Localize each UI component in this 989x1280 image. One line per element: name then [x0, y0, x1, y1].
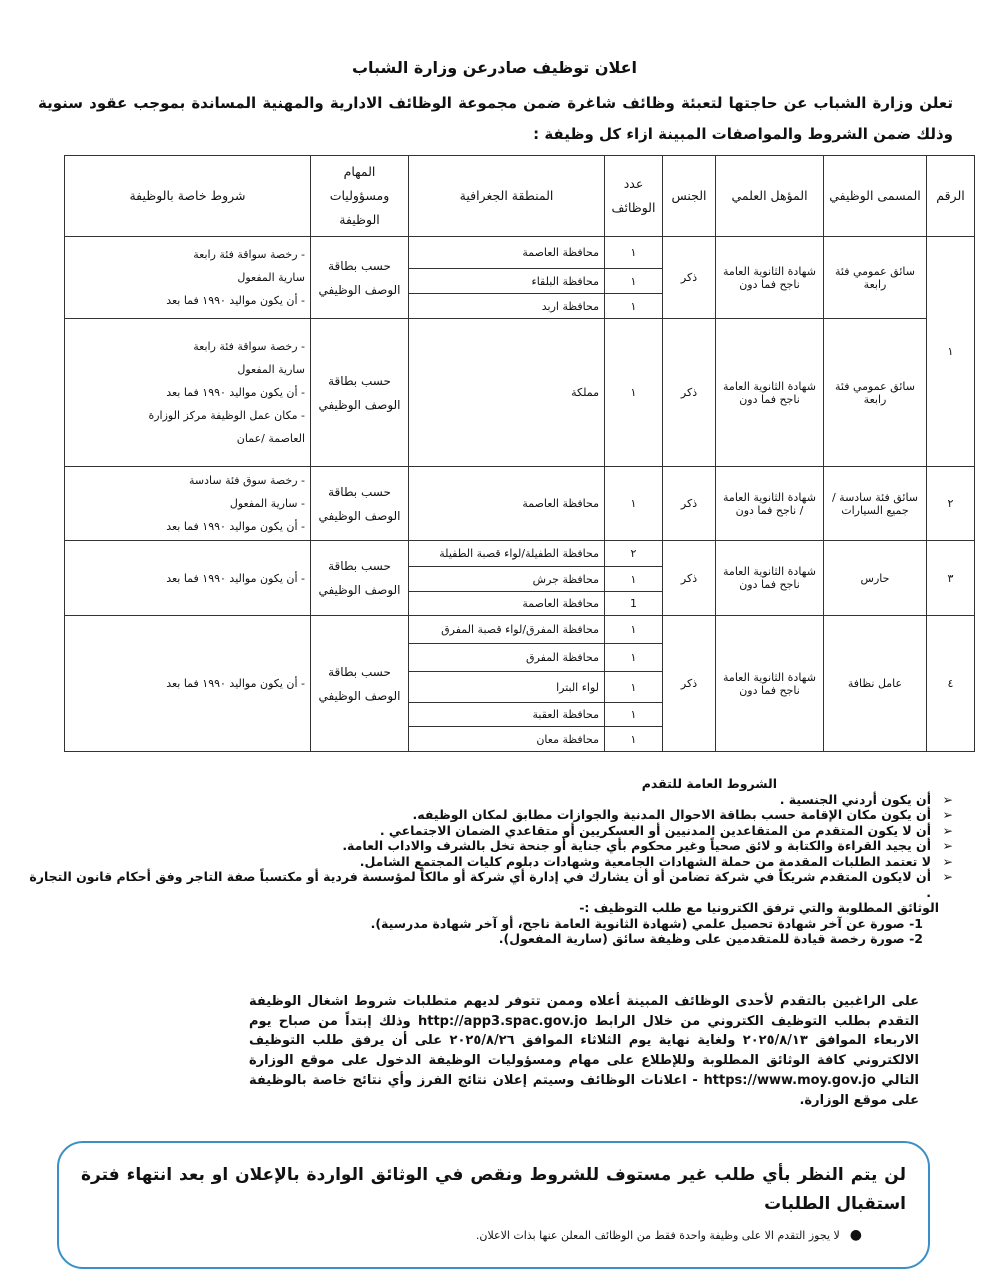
cell-region: محافظة المفرق: [409, 644, 605, 672]
arrow-icon: ➢: [942, 791, 953, 807]
cell-count: ١: [605, 727, 663, 752]
document-item: 1- صورة عن آخر شهادة تحصيل علمي (شهادة الثانوية العامة ناجح، أو آخر شهادة مدرسية).: [370, 915, 923, 931]
header-num: الرقم: [927, 156, 975, 237]
list-item-text: أن يكون أردني الجنسية .: [779, 791, 931, 807]
condition-line: - أن يكون مواليد ١٩٩٠ فما بعد: [166, 386, 305, 399]
cell-region: محافظة جرش: [409, 567, 605, 592]
application-instructions: على الراغبين بالتقدم لأحدى الوظائف المبينة أعلاه وممن تتوفر لديهم متطلبات شروط اشغال الوظيفة التقدم بطلب التوظيف الكتروني من خلال الرابط http://app3.spac.gov.jo وذلك إبتداً من صباح يوم الاربعاء الموافق ٢٠٢٥/٨/١٣ ولغاية نهاية يوم الثلاثاء الموافق ٢٠٢٥/٨/٢٦ على أن يرفق طلب التوظيف الالكتروني كافة الوثائق المطلوبة وللإطلاع على مهام ومسؤوليات الوظيفة الدخول على موقع الوزارة التالي https://www.moy.gov.jo - اعلانات الوظائف وسيتم إعلان نتائج الفرز وأي نتائج خاصة بالوظيفة على موقع الوزارة.: [249, 994, 920, 1108]
cell-region: محافظة العاصمة: [409, 467, 605, 541]
notice-bullet: [81, 1227, 906, 1243]
condition-line: - رخصة سواقة فئة رابعة: [193, 248, 305, 261]
cell-gender: ذكر: [663, 467, 716, 541]
cell-region: محافظة الطفيلة/لواء قصبة الطفيلة: [409, 541, 605, 567]
header-count: عدد الوظائف: [605, 156, 663, 237]
cell-title: سائق عمومي فئة رابعة: [824, 319, 927, 467]
cell-gender: ذكر: [663, 237, 716, 319]
cell-duties: حسب بطاقة الوصف الوظيفي: [311, 319, 409, 467]
arrow-icon: ➢: [942, 838, 953, 853]
list-item-text: أن يكون مكان الإقامة حسب بطاقة الاحوال المدنية والجوازات مطابق لمكان الوظيفه.: [412, 807, 931, 822]
table-row: [65, 541, 975, 567]
cell-region: مملكة: [409, 319, 605, 467]
cell-title: حارس: [824, 541, 927, 616]
cell-num: ١: [927, 237, 975, 467]
cell-region: محافظة معان: [409, 727, 605, 752]
cell-num: ٣: [927, 541, 975, 616]
cell-count: ١: [605, 672, 663, 703]
list-item: [23, 854, 953, 870]
cell-qual: شهادة الثانوية العامة / ناجح فما دون: [716, 467, 824, 541]
condition-line: - أن يكون مواليد ١٩٩٠ فما بعد: [166, 294, 305, 307]
cell-region: لواء البترا: [409, 672, 605, 703]
cell-duties: حسب بطاقة الوصف الوظيفي: [311, 237, 409, 319]
cell-count: ١: [605, 237, 663, 269]
cell-title: سائق فئة سادسة / جميع السيارات: [824, 467, 927, 541]
cell-num: ٢: [927, 467, 975, 541]
cell-region: محافظة العاصمة: [409, 237, 605, 269]
list-item-text: أن لا يكون المتقدم من المتقاعدين المدنيين أو العسكريين أو متقاعدي الضمان الاجتماعي .: [379, 822, 931, 838]
arrow-icon: ➢: [942, 822, 953, 838]
general-heading: الشروط العامة للتقدم: [641, 776, 777, 791]
cell-count: ٢: [605, 541, 663, 567]
condition-line: سارية المفعول: [237, 271, 305, 284]
list-item: [23, 792, 953, 808]
bullet-icon: ●: [849, 1227, 862, 1243]
cell-conditions: [65, 467, 311, 541]
list-item-text: أن يجيد القراءة والكتابة و لائق صحياً وغير محكوم بأي جناية أو جنحة تخل بالشرف والاداب العامة.: [342, 838, 931, 853]
list-item: [23, 807, 953, 823]
table-row: [65, 616, 975, 644]
documents-heading: الوثائق المطلوبة والتي ترفق الكترونيا مع طلب التوظيف :-: [579, 900, 939, 915]
arrow-icon: ➢: [942, 853, 953, 869]
condition-line: - رخصة سوق فئة سادسة: [189, 474, 305, 487]
general-conditions: [23, 776, 953, 947]
list-item: [23, 869, 953, 900]
cell-count: ١: [605, 703, 663, 727]
cell-conditions: [65, 541, 311, 616]
condition-line: - مكان عمل الوظيفة مركز الوزارة: [148, 409, 305, 422]
cell-count: 1: [605, 592, 663, 616]
cell-conditions: [65, 237, 311, 319]
cell-count: ١: [605, 644, 663, 672]
cell-count: ١: [605, 319, 663, 467]
condition-line: سارية المفعول: [237, 363, 305, 376]
condition-line: - أن يكون مواليد ١٩٩٠ فما بعد: [166, 677, 305, 690]
document-item: 2- صورة رخصة قيادة للمتقدمين على وظيفة سائق (سارية المفعول).: [498, 931, 923, 946]
cell-gender: ذكر: [663, 541, 716, 616]
header-qual: المؤهل العلمي: [716, 156, 824, 237]
header-gender: الجنس: [663, 156, 716, 237]
condition-line: - أن يكون مواليد ١٩٩٠ فما بعد: [166, 571, 305, 585]
cell-conditions: [65, 319, 311, 467]
list-item-text: أن لايكون المتقدم شريكاً في شركة تضامن أو أن يشارك في إدارة أي شركة أو مالكاً لمؤسسة فردية أو مكتسباً صفة التاجر وفق أحكام قانون التجارة .: [29, 869, 931, 900]
arrow-icon: ➢: [942, 869, 953, 884]
cell-region: محافظة البلقاء: [409, 269, 605, 294]
header-conditions: شروط خاصة بالوظيفة: [65, 156, 311, 237]
table-row: [65, 237, 975, 269]
table-row: [65, 467, 975, 541]
cell-region: محافظة المفرق/لواء قصبة المفرق: [409, 616, 605, 644]
condition-line: - أن يكون مواليد ١٩٩٠ فما بعد: [166, 520, 305, 533]
condition-line: - رخصة سواقة فئة رابعة: [193, 340, 305, 353]
cell-qual: شهادة الثانوية العامة ناجح فما دون: [716, 319, 824, 467]
arrow-icon: ➢: [942, 807, 953, 822]
cell-num: ٤: [927, 616, 975, 752]
table-header-row: [65, 156, 975, 237]
cell-count: ١: [605, 616, 663, 644]
jobs-table: [64, 155, 975, 752]
cell-duties: حسب بطاقة الوصف الوظيفي: [311, 616, 409, 752]
cell-qual: شهادة الثانوية العامة ناجح فما دون: [716, 237, 824, 319]
cell-count: ١: [605, 269, 663, 294]
cell-count: ١: [605, 467, 663, 541]
header-duties: المهام ومسؤوليات الوظيفة: [311, 156, 409, 237]
notice-main-text: لن يتم النظر بأي طلب غير مستوف للشروط ونقص في الوثائق الواردة بالإعلان او بعد انتهاء فترة استقبال الطلبات: [81, 1165, 906, 1214]
cell-qual: شهادة الثانوية العامة ناجح فما دون: [716, 541, 824, 616]
cell-title: سائق عمومي فئة رابعة: [824, 237, 927, 319]
list-item: [23, 823, 953, 839]
cell-conditions: [65, 616, 311, 752]
cell-count: ١: [605, 294, 663, 319]
cell-region: محافظة العاصمة: [409, 592, 605, 616]
cell-title: عامل نظافة: [824, 616, 927, 752]
page-title: اعلان توظيف صادرعن وزارة الشباب: [351, 58, 638, 77]
general-list: [23, 792, 953, 901]
header-region: المنطقة الجغرافية: [409, 156, 605, 237]
cell-gender: ذكر: [663, 616, 716, 752]
cell-qual: شهادة الثانوية العامة ناجح فما دون: [716, 616, 824, 752]
list-item-text: لا تعتمد الطلبات المقدمة من حملة الشهادات الجامعية وشهادات دبلوم كليات المجتمع الشامل.: [359, 853, 931, 869]
intro-paragraph: تعلن وزارة الشباب عن حاجتها لتعبئة وظائف شاغرة ضمن مجموعة الوظائف الادارية والمهنية المساندة بموجب عقود سنوية وذلك ضمن الشروط والمواصفات المبينة ازاء كل وظيفة :: [38, 94, 953, 143]
cell-region: محافظة العقبة: [409, 703, 605, 727]
header-title: المسمى الوظيفي: [824, 156, 927, 237]
cell-region: محافظة اربد: [409, 294, 605, 319]
cell-gender: ذكر: [663, 319, 716, 467]
notice-bullet-text: لا يجوز التقدم الا على وظيفة واحدة فقط من الوظائف المعلن عنها بذات الاعلان.: [475, 1229, 840, 1242]
notice-box: [57, 1141, 930, 1269]
table-row: [65, 319, 975, 467]
cell-duties: حسب بطاقة الوصف الوظيفي: [311, 541, 409, 616]
condition-line: العاصمة /عمان: [236, 432, 305, 445]
list-item: [23, 838, 953, 854]
cell-duties: حسب بطاقة الوصف الوظيفي: [311, 467, 409, 541]
cell-count: ١: [605, 567, 663, 592]
condition-line: - سارية المفعول: [229, 497, 305, 510]
